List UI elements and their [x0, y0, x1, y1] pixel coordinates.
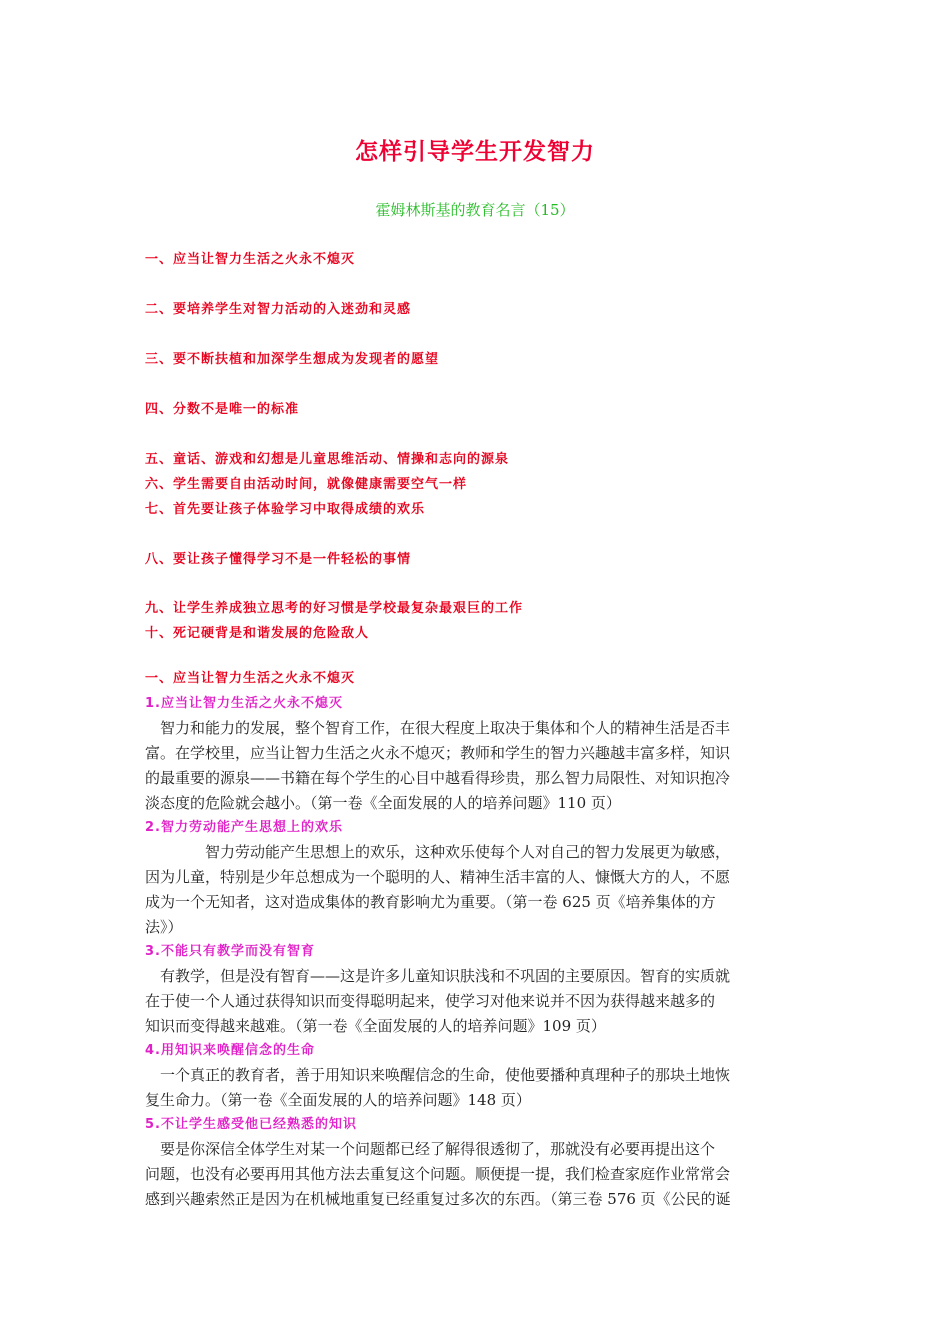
toc-item: 三、要不断扶植和加深学生想成为发现者的愿望 — [145, 352, 440, 367]
toc-item: 一、应当让智力生活之火永不熄灭 — [145, 252, 356, 267]
toc-item: 十、死记硬背是和谐发展的危险敌人 — [145, 626, 370, 641]
paragraph-line: 淡态度的危险就会越小。（第一卷《全面发展的人的培养问题》110 页） — [145, 794, 621, 812]
paragraph-line: 富。在学校里，应当让智力生活之火永不熄灭；教师和学生的智力兴趣越丰富多样，知识 — [145, 744, 731, 762]
section-content — [145, 668, 785, 1212]
toc-item: 六、学生需要自由活动时间，就像健康需要空气一样 — [145, 477, 468, 492]
item-paragraph — [145, 840, 785, 940]
paragraph-line: 感到兴趣索然正是因为在机械地重复已经重复过多次的东西。（第三卷 576 页《公民的诞 — [145, 1190, 731, 1208]
paragraph-line: 问题，也没有必要再用其他方法去重复这个问题。顺便提一提，我们检查家庭作业常常会 — [145, 1165, 731, 1183]
item-heading: 3.不能只有教学而没有智育 — [145, 944, 315, 959]
item-paragraph — [145, 1137, 785, 1212]
paragraph-line: 在于使一个人通过获得知识而变得聪明起来，使学习对他来说并不因为获得越来越多的 — [145, 992, 716, 1010]
item-heading: 1.应当让智力生活之火永不熄灭 — [145, 696, 343, 711]
item-heading: 5.不让学生感受他已经熟悉的知识 — [145, 1117, 357, 1132]
paragraph-line: 要是你深信全体学生对某一个问题都已经了解得很透彻了，那就没有必要再提出这个 — [160, 1140, 716, 1158]
toc-item: 二、要培养学生对智力活动的入迷劲和灵感 — [145, 302, 412, 317]
toc-item: 四、分数不是唯一的标准 — [145, 402, 300, 417]
document-subtitle: 霍姆林斯基的教育名言（15） — [375, 201, 575, 219]
paragraph-line: 一个真正的教育者，善于用知识来唤醒信念的生命，使他要播种真理种子的那块土地恢 — [160, 1066, 731, 1084]
item-heading: 4.用知识来唤醒信念的生命 — [145, 1043, 315, 1058]
paragraph-line: 法》） — [145, 918, 183, 936]
item-paragraph — [145, 1063, 785, 1113]
toc-item: 五、童话、游戏和幻想是儿童思维活动、情操和志向的源泉 — [145, 452, 510, 467]
toc-item: 八、要让孩子懂得学习不是一件轻松的事情 — [145, 552, 412, 567]
item-heading: 2.智力劳动能产生思想上的欢乐 — [145, 820, 343, 835]
paragraph-line: 智力劳动能产生思想上的欢乐，这种欢乐使每个人对自己的智力发展更为敏感， — [205, 843, 731, 861]
section-heading: 一、应当让智力生活之火永不熄灭 — [145, 671, 356, 686]
paragraph-line: 有教学，但是没有智育——这是许多儿童知识肤浅和不巩固的主要原因。智育的实质就 — [160, 967, 731, 985]
item-paragraph — [145, 964, 785, 1039]
paragraph-line: 智力和能力的发展，整个智育工作，在很大程度上取决于集体和个人的精神生活是否丰 — [160, 719, 731, 737]
toc-item: 九、让学生养成独立思考的好习惯是学校最复杂最艰巨的工作 — [145, 601, 524, 616]
paragraph-line: 复生命力。（第一卷《全面发展的人的培养问题》148 页） — [145, 1091, 531, 1109]
paragraph-line: 成为一个无知者，这对造成集体的教育影响尤为重要。（第一卷 625 页《培养集体的方 — [145, 893, 716, 911]
item-paragraph — [145, 716, 785, 816]
toc-item: 七、首先要让孩子体验学习中取得成绩的欢乐 — [145, 502, 426, 517]
paragraph-line: 知识而变得越来越难。（第一卷《全面发展的人的培养问题》109 页） — [145, 1017, 606, 1035]
paragraph-line: 的最重要的源泉——书籍在每个学生的心目中越看得珍贵，那么智力局限性、对知识抱冷 — [145, 769, 731, 787]
document-title: 怎样引导学生开发智力 — [355, 138, 595, 165]
paragraph-line: 因为儿童，特别是少年总想成为一个聪明的人、精神生活丰富的人、慷慨大方的人，不愿 — [145, 868, 731, 886]
